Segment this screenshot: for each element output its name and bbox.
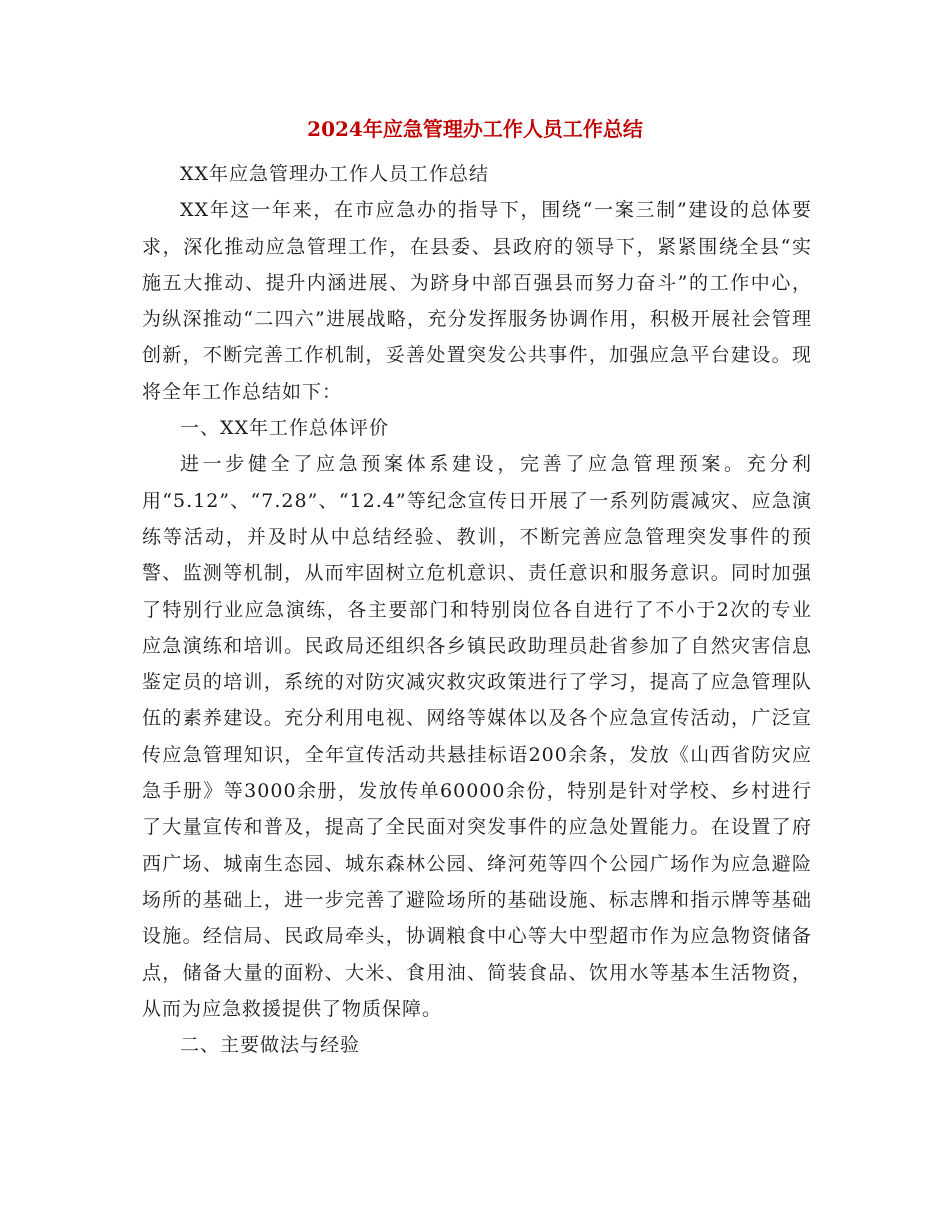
document-title: 2024年应急管理办工作人员工作总结 bbox=[307, 117, 643, 141]
document-body bbox=[142, 156, 812, 1063]
intro-paragraph: XX年这一年来，在市应急办的指导下，围绕“一案三制”建设的总体要求，深化推动应急管理工作，在县委、县政府的领导下，紧紧围绕全县“实施五大推动、提升内涵进展、为跻身中部百强县而努力奋斗”的工作中心，为纵深推动“二四六”进展战略，充分发挥服务协调作用，积极开展社会管理创新，不断完善工作机制，妥善处置突发公共事件，加强应急平台建设。现将全年工作总结如下： bbox=[142, 199, 812, 403]
section-heading-1: 一、XX年工作总体评价 bbox=[180, 417, 390, 440]
section-heading-2: 二、主要做法与经验 bbox=[180, 1034, 361, 1057]
evaluation-paragraph: 进一步健全了应急预案体系建设，完善了应急管理预案。充分利用“5.12”、“7.28”、“12.4”等纪念宣传日开展了一系列防震减灾、应急演练等活动，并及时从中总结经验、教训，不断完善应急管理突发事件的预警、监测等机制，从而牢固树立危机意识、责任意识和服务意识。同时加强了特别行业应急演练，各主要部门和特别岗位各自进行了不小于2次的专业应急演练和培训。民政局还组织各乡镇民政助理员赴省参加了自然灾害信息鉴定员的培训，系统的对防灾减灾救灾政策进行了学习，提高了应急管理队伍的素养建设。充分利用电视、网络等媒体以及各个应急宣传活动，广泛宣传应急管理知识，全年宣传活动共悬挂标语200余条，发放《山西省防灾应急手册》等3000余册，发放传单60000余份，特别是针对学校、乡村进行了大量宣传和普及，提高了全民面对突发事件的应急处置能力。在设置了府西广场、城南生态园、城东森林公园、绛河苑等四个公园广场作为应急避险场所的基础上，进一步完善了避险场所的基础设施、标志牌和指示牌等基础设施。经信局、民政局牵头，协调粮食中心等大中型超市作为应急物资储备点，储备大量的面粉、大米、食用油、简装食品、饮用水等基本生活物资，从而为应急救援提供了物质保障。 bbox=[142, 453, 812, 1020]
subtitle-paragraph: XX年应急管理办工作人员工作总结 bbox=[180, 163, 490, 185]
